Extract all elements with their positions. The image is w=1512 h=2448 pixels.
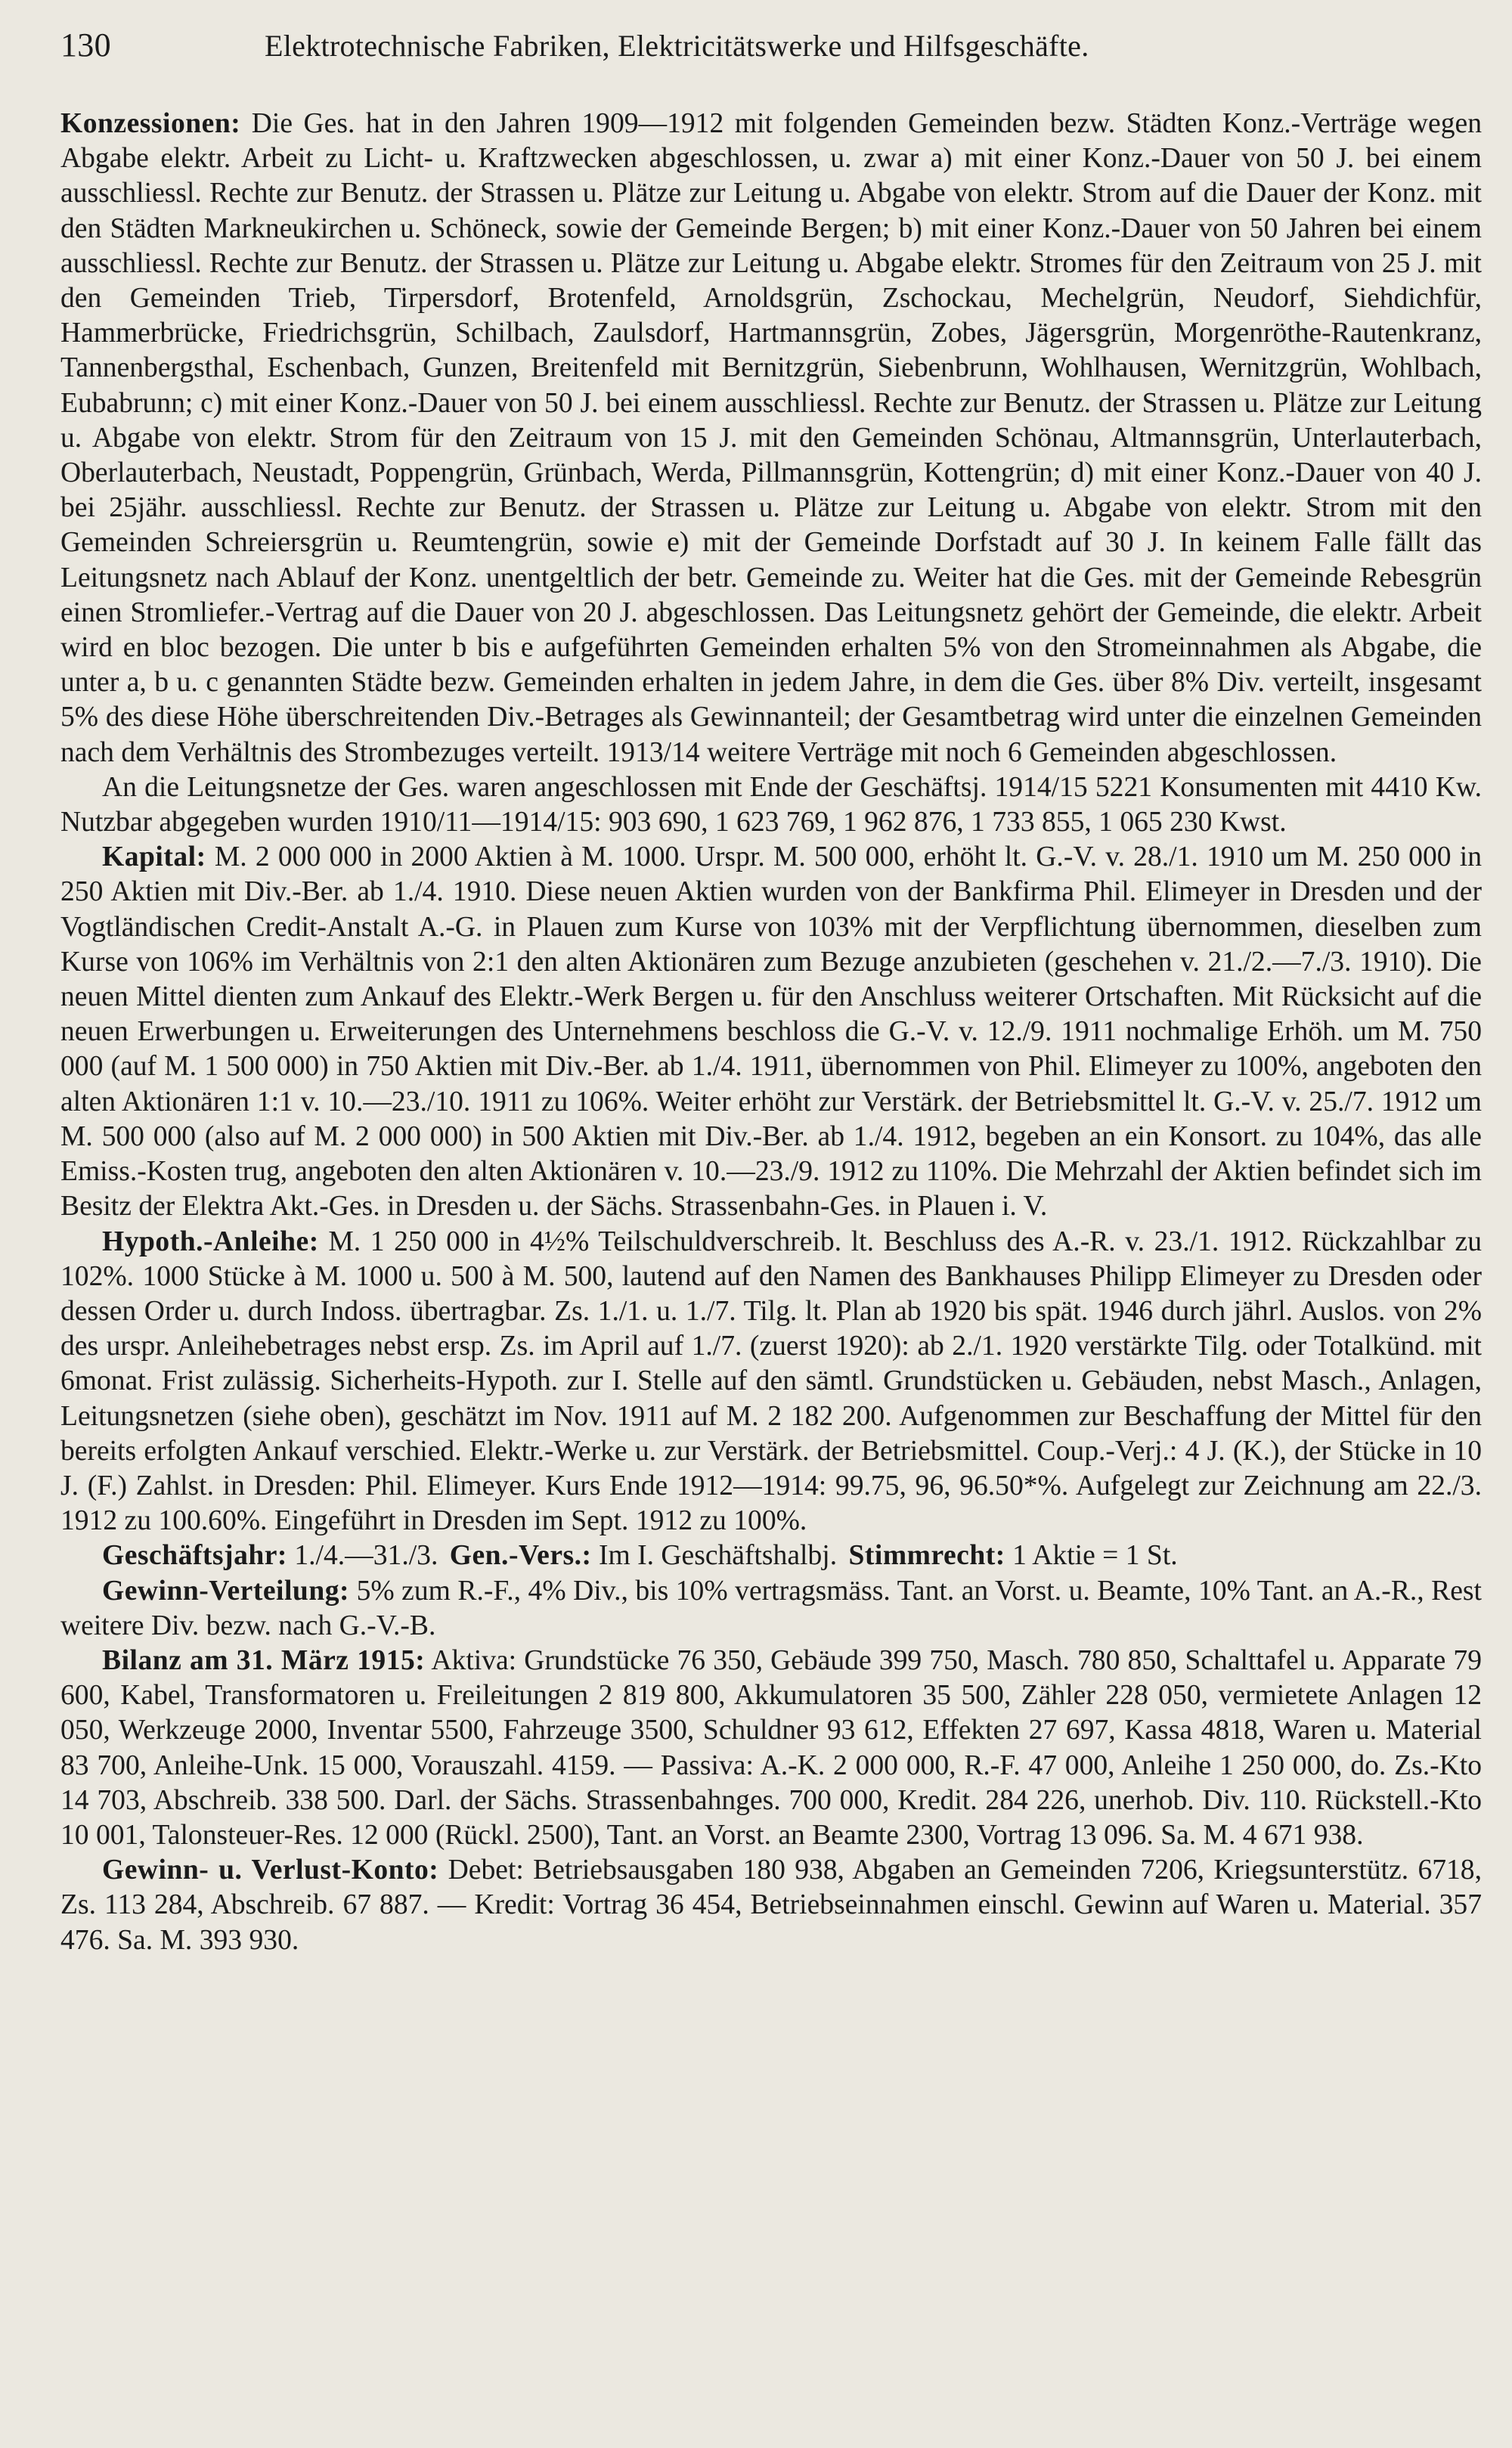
section-text: M. 2 000 000 in 2000 Aktien à M. 1000. Urspr. M. 500 000, erhöht lt. G.-V. v. 28./1. 1910 um M. 250 000 in 250 Aktien mit Div.-Ber. ab 1./4. 1910. Diese neuen Aktien wurden von der Bankfirma Phil. Elimeyer in Dresden und der Vogtländischen Credit-Anstalt A.-G. in Plauen zum Kurse von 103% mit der Verpflichtung übernommen, dieselben zum Kurse von 106% im Verhältnis von 2:1 den alten Aktionären zum Bezuge anzubieten (geschehen v. 21./2.—7./3. 1910). Die neuen Mittel dienten zum Ankauf des Elektr.-Werk Bergen u. für den Anschluss weiterer Ortschaften. Mit Rücksicht auf die neuen Erwerbungen u. Erweiterungen des Unternehmens beschloss die G.-V. v. 12./9. 1911 nochmalige Erhöh. um M. 750 000 (auf M. 1 500 000) in 750 Aktien mit Div.-Ber. ab 1./4. 1911, übernommen von Phil. Elimeyer zu 100%, angeboten den alten Aktionären 1:1 v. 10.—23./10. 1911 zu 106%. Weiter erhöht zur Verstärk. der Betriebsmittel lt. G.-V. v. 25./7. 1912 um M. 500 000 (also auf M. 2 000 000) in 500 Aktien mit Div.-Ber. ab 1./4. 1912, begeben an ein Konsort. zu 104%, das alle Emiss.-Kosten trug, angeboten den alten Aktionären v. 10.—23./9. 1912 zu 110%. Die Mehrzahl der Aktien befindet sich im Besitz der Elektra Akt.-Ges. in Dresden u. der Sächs. Strassenbahn-Ges. in Plauen i. V. [60, 841, 1482, 1222]
section-text: 1./4.—31./3. [294, 1540, 438, 1572]
section-text: Debet: Betriebsausgaben 180 938, Abgaben an Gemeinden 7206, Kriegsunterstütz. 6718, Zs. 113 284, Abschreib. 67 887. — Kredit: Vortrag 36 454, Betriebseinnahmen einschl. Gewinn auf Waren u. Material. 357 476. Sa. M. 393 930. [60, 1855, 1482, 1956]
section-text: M. 1 250 000 in 4½% Teilschuldverschreib. lt. Beschluss des A.-R. v. 23./1. 1912. Rückzahlbar zu 102%. 1000 Stücke à M. 1000 u. 500 à M. 500, lautend auf den Namen des Bankhauses Philipp Elimeyer zu Dresden oder dessen Order u. durch Indoss. übertragbar. Zs. 1./1. u. 1./7. Tilg. lt. Plan ab 1920 bis spät. 1946 durch jährl. Auslos. von 2% des urspr. Anleihebetrages nebst ersp. Zs. im April auf 1./7. (zuerst 1920): ab 2./1. 1920 verstärkte Tilg. oder Totalkünd. mit 6monat. Frist zulässig. Sicherheits-Hypoth. zur I. Stelle auf den sämtl. Grundstücken u. Gebäuden, nebst Masch., Anlagen, Leitungsnetzen (siehe oben), geschätzt im Nov. 1911 auf M. 2 182 200. Aufgenommen zur Beschaffung der Mittel für den bereits erfolgten Ankauf verschied. Elektr.-Werke u. zur Verstärk. der Betriebsmittel. Coup.-Verj.: 4 J. (K.), der Stücke in 10 J. (F.) Zahlst. in Dresden: Phil. Elimeyer. Kurs Ende 1912—1914: 99.75, 96, 96.50*%. Aufgelegt zur Zeichnung am 22./3. 1912 zu 100.60%. Eingeführt in Dresden im Sept. 1912 zu 100%. [60, 1226, 1482, 1537]
section-text: Aktiva: Grundstücke 76 350, Gebäude 399 750, Masch. 780 850, Schalttafel u. Apparate 79 600, Kabel, Transformatoren u. Freileitungen 2 819 800, Akkumulatoren 35 500, Zähler 228 050, vermietete Anlagen 12 050, Werkzeuge 2000, Inventar 5500, Fahrzeuge 3500, Schuldner 93 612, Effekten 27 697, Kassa 4818, Waren u. Material 83 700, Anleihe-Unk. 15 000, Vorauszahl. 4159. — Passiva: A.-K. 2 000 000, R.-F. 47 000, Anleihe 1 250 000, do. Zs.-Kto 14 703, Abschreib. 338 500. Darl. der Sächs. Strassenbahnges. 700 000, Kredit. 284 226, unerhob. Div. 110. Rückstell.-Kto 10 001, Talonsteuer-Res. 12 000 (Rückl. 2500), Tant. an Vorst. an Beamte 2300, Vortrag 13 096. Sa. M. 4 671 938. [60, 1644, 1483, 1851]
body-text [60, 107, 1482, 1958]
page-header [60, 23, 1482, 69]
section-label: Konzessionen: [60, 108, 241, 139]
section-label: Bilanz am 31. März 1915: [102, 1644, 426, 1676]
section-label: Gewinn-Verteilung: [102, 1575, 350, 1607]
section-hypoth-anleihe [60, 1225, 1482, 1539]
section-label: Gewinn- u. Verlust-Konto: [102, 1855, 439, 1886]
section-label: Kapital: [102, 841, 206, 873]
section-gewinn-verlust [60, 1853, 1482, 1958]
section-bilanz [60, 1644, 1482, 1853]
section-label: Stimmrecht: [848, 1540, 1005, 1572]
section-text: Die Ges. hat in den Jahren 1909—1912 mit folgenden Gemeinden bezw. Städten Konz.-Verträge wegen Abgabe elektr. Arbeit zu Licht- u. Kraftzwecken abgeschlossen, u. zwar a) mit einer Konz.-Dauer von 50 J. bei einem ausschliessl. Rechte zur Benutz. der Strassen u. Plätze zur Leitung u. Abgabe von elektr. Strom auf die Dauer der Konz. mit den Städten Markneukirchen u. Schöneck, sowie der Gemeinde Bergen; b) mit einer Konz.-Dauer von 50 Jahren bei einem ausschliessl. Rechte zur Benutz. der Strassen u. Plätze zur Leitung u. Abgabe elektr. Stromes für den Zeitraum von 25 J. mit den Gemeinden Trieb, Tirpersdorf, Brotenfeld, Arnoldsgrün, Zschockau, Mechelgrün, Neudorf, Siehdichfür, Hammerbrücke, Friedrichsgrün, Schilbach, Zaulsdorf, Hartmannsgrün, Zobes, Jägersgrün, Morgenröthe-Rautenkranz, Tannenbergsthal, Eschenbach, Gunzen, Breitenfeld mit Bernitzgrün, Siebenbrunn, Wohlhausen, Wernitzgrün, Wohlbach, Eubabrunn; c) mit einer Konz.-Dauer von 50 J. bei einem ausschliessl. Rechte zur Benutz. der Strassen u. Plätze zur Leitung u. Abgabe von elektr. Strom für den Zeitraum von 15 J. mit den Gemeinden Schönau, Altmannsgrün, Unterlauterbach, Oberlauterbach, Neustadt, Poppengrün, Grünbach, Werda, Pillmannsgrün, Kottengrün; d) mit einer Konz.-Dauer von 40 J. bei 25jähr. ausschliessl. Rechte zur Benutz. der Strassen u. Plätze zur Leitung u. Abgabe von elektr. Strom mit den Gemeinden Schreiersgrün u. Reumtengrün, sowie e) mit der Gemeinde Dorfstadt auf 30 J. In keinem Falle fällt das Leitungsnetz nach Ablauf der Konz. unentgeltlich der betr. Gemeinde zu. Weiter hat die Ges. mit der Gemeinde Rebesgrün einen Stromliefer.-Vertrag auf die Dauer von 20 J. abgeschlossen. Das Leitungsnetz gehört der Gemeinde, die elektr. Arbeit wird en bloc bezogen. Die unter b bis e aufgeführten Gemeinden erhalten 5% von den Stromeinnahmen als Abgabe, die unter a, b u. c genannten Städte bezw. Gemeinden erhalten in jedem Jahre, in dem die Ges. über 8% Div. verteilt, insgesamt 5% des diese Höhe überschreitenden Div.-Betrages als Gewinnanteil; der Gesamtbetrag wird unter die einzelnen Gemeinden nach dem Verhältnis des Strombezuges verteilt. 1913/14 weitere Verträge mit noch 6 Gemeinden abgeschlossen. [60, 108, 1482, 768]
section-geschaeftsjahr [60, 1539, 1482, 1573]
page-number: 130 [60, 26, 111, 64]
section-text: 1 Aktie = 1 St. [1012, 1540, 1178, 1572]
section-text: An die Leitungsnetze der Ges. waren angeschlossen mit Ende der Geschäftsj. 1914/15 5221 Konsumenten mit 4410 Kw. Nutzbar abgegeben wurden 1910/11—1914/15: 903 690, 1 623 769, 1 962 876, 1 733 855, 1 065 230 Kwst. [60, 771, 1482, 838]
section-text: 5% zum R.-F., 4% Div., bis 10% vertragsmäss. Tant. an Vorst. u. Beamte, 10% Tant. an A.-R., Rest weitere Div. bezw. nach G.-V.-B. [60, 1575, 1482, 1641]
section-konzessionen [60, 107, 1482, 770]
section-leitungsnetze [60, 770, 1482, 840]
running-title: Elektrotechnische Fabriken, Elektricitätswerke und Hilfsgeschäfte. [265, 29, 1089, 63]
section-label: Hypoth.-Anleihe: [102, 1226, 319, 1257]
section-text: Im I. Geschäftshalbj. [598, 1540, 838, 1572]
section-label: Geschäftsjahr: [102, 1540, 287, 1572]
section-label: Gen.-Vers.: [449, 1540, 592, 1572]
section-gewinn-verteilung [60, 1574, 1482, 1644]
section-kapital [60, 840, 1482, 1224]
